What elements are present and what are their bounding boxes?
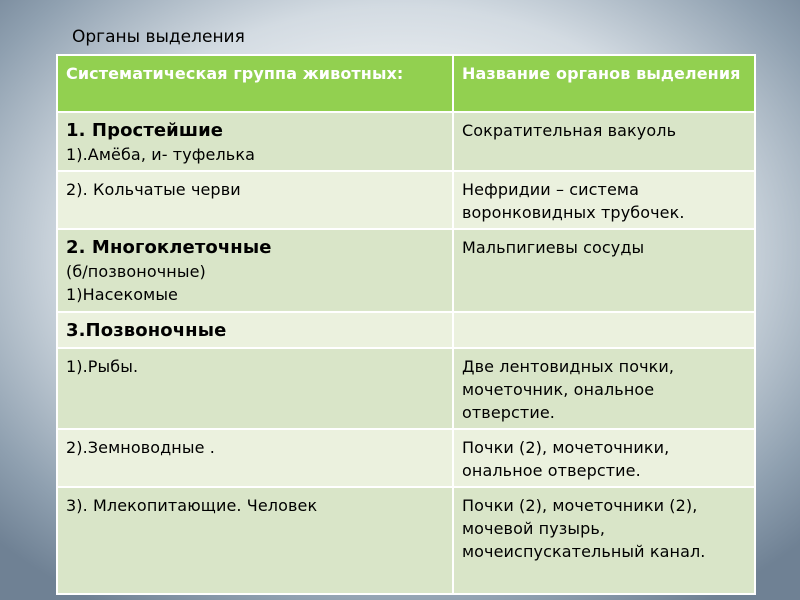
group-line: 2).Земноводные . [66, 438, 215, 457]
group-cell [57, 229, 453, 312]
table-row [57, 171, 755, 229]
group-cell [57, 312, 453, 348]
group-cell [57, 429, 453, 487]
table-row [57, 229, 755, 312]
organ-cell: Две лентовидных почки, мочеточник, ональное отверстие. [453, 348, 755, 429]
group-cell [57, 487, 453, 594]
table-row [57, 112, 755, 171]
table-row [57, 348, 755, 429]
group-line: 1).Рыбы. [66, 357, 139, 376]
table-row [57, 312, 755, 348]
group-heading: 1. Простейшие [66, 120, 224, 141]
group-cell [57, 112, 453, 171]
group-line: 1)Насекомые [66, 285, 178, 304]
table-header-row [57, 55, 755, 112]
excretory-organs-table [56, 54, 756, 595]
table-row [57, 487, 755, 594]
organ-cell [453, 312, 755, 348]
group-heading: 2. Многоклеточные [66, 237, 272, 258]
table-row [57, 429, 755, 487]
organ-cell: Почки (2), мочеточники, ональное отверстие. [453, 429, 755, 487]
organ-cell: Сократительная вакуоль [453, 112, 755, 171]
organ-cell: Мальпигиевы сосуды [453, 229, 755, 312]
group-cell [57, 171, 453, 229]
group-line: (б/позвоночные) [66, 262, 206, 281]
header-cell-systematic-group: Систематическая группа животных: [57, 55, 453, 112]
organ-cell: Нефридии – система воронковидных трубочек. [453, 171, 755, 229]
group-line: 1).Амёба, и- туфелька [66, 145, 256, 164]
header-cell-organ-names: Название органов выделения [453, 55, 755, 112]
group-line: 3). Млекопитающие. Человек [66, 496, 318, 515]
organ-cell: Почки (2), мочеточники (2), мочевой пузырь, мочеиспускательный канал. [453, 487, 755, 594]
group-line: 2). Кольчатые черви [66, 180, 241, 199]
group-heading: 3.Позвоночные [66, 320, 227, 341]
group-cell [57, 348, 453, 429]
slide-title: Органы выделения [72, 27, 245, 47]
